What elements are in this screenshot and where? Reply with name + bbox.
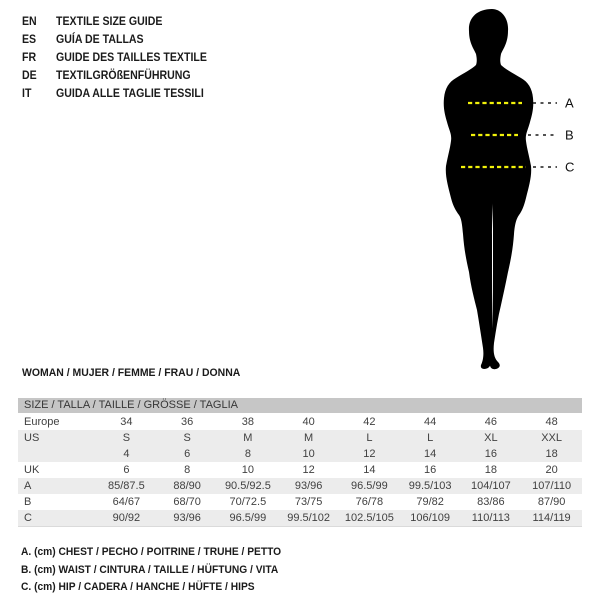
size-value: 76/78	[355, 496, 384, 508]
size-value: 14	[424, 448, 437, 460]
lang-label: GUIDA ALLE TAGLIE TESSILI	[56, 88, 204, 100]
size-value: S	[122, 432, 131, 444]
size-value: 38	[241, 416, 254, 428]
size-value: XXL	[541, 432, 563, 444]
size-value: 36	[181, 416, 194, 428]
size-value: XL	[484, 432, 498, 444]
size-value: 90.5/92.5	[224, 480, 271, 492]
size-value: 6	[123, 464, 130, 476]
row-label: C	[24, 512, 32, 524]
size-value: 10	[302, 448, 315, 460]
size-value: 42	[363, 416, 376, 428]
table-row-c	[18, 510, 582, 526]
table-row-uk	[18, 462, 582, 478]
lang-code: ES	[22, 34, 37, 46]
size-value: 96.5/99	[351, 480, 388, 492]
size-value: 48	[545, 416, 558, 428]
size-value: 85/87.5	[108, 480, 145, 492]
legend-line-waist: B. (cm) WAIST / CINTURA / TAILLE / HÜFTUNG / VITA	[21, 563, 279, 576]
size-value: 34	[120, 416, 133, 428]
size-value: 46	[484, 416, 497, 428]
lang-code: EN	[22, 16, 37, 28]
table-row-b	[18, 494, 582, 510]
legend-line-hip: C. (cm) HIP / CADERA / HANCHE / HÜFTE / HIPS	[21, 581, 255, 593]
size-value: 8	[244, 448, 251, 460]
size-value: 99.5/103	[408, 480, 452, 492]
size-value: M	[304, 432, 314, 444]
row-label	[18, 446, 96, 462]
woman-silhouette	[444, 9, 534, 369]
measurement-legend	[21, 544, 281, 597]
size-value: 10	[241, 464, 254, 476]
size-value: 68/70	[173, 496, 201, 508]
lang-label: GUÍA DE TALLAS	[56, 34, 144, 46]
size-value: 18	[484, 464, 497, 476]
size-value: 16	[484, 448, 497, 460]
size-value: 20	[545, 464, 558, 476]
row-label: A	[24, 480, 32, 492]
size-value: 12	[302, 464, 315, 476]
measurement-label-b: B	[565, 127, 574, 143]
size-value: L	[427, 432, 434, 444]
size-value: 83/86	[477, 496, 505, 508]
size-value: 6	[184, 448, 191, 460]
size-value: 4	[123, 448, 130, 460]
size-table	[18, 398, 582, 527]
size-table-header: SIZE / TALLA / TAILLE / GRÖSSE / TAGLIA	[18, 398, 582, 413]
measurement-label-c: C	[565, 159, 575, 175]
size-value: 12	[363, 448, 376, 460]
size-value: 44	[424, 416, 437, 428]
size-value: 104/107	[470, 480, 511, 492]
size-value: 40	[302, 416, 315, 428]
lang-code: FR	[22, 52, 37, 64]
size-value: 14	[363, 464, 376, 476]
lang-code: IT	[22, 88, 32, 100]
lang-code: DE	[22, 70, 37, 82]
size-value: 110/113	[471, 512, 510, 524]
size-value: 99.5/102	[287, 512, 331, 524]
size-value: 79/82	[416, 496, 444, 508]
measurement-label-a: A	[565, 95, 574, 111]
size-value: 106/109	[410, 512, 450, 524]
table-row-us-numeric	[18, 446, 582, 462]
size-value: 114/119	[532, 512, 571, 524]
lang-label: TEXTILGRÖßENFÜHRUNG	[56, 70, 191, 82]
size-value: 8	[184, 464, 191, 476]
table-row-europe	[18, 414, 582, 430]
size-value: M	[243, 432, 253, 444]
legend-line-chest: A. (cm) CHEST / PECHO / POITRINE / TRUHE / PETTO	[21, 546, 282, 558]
row-label: UK	[24, 464, 40, 476]
size-value: 18	[545, 448, 558, 460]
size-value: 93/96	[294, 480, 323, 492]
size-value: 107/110	[532, 480, 572, 492]
size-value: 16	[424, 464, 437, 476]
size-value: 73/75	[294, 496, 323, 508]
table-row-us	[18, 430, 582, 446]
lang-label: TEXTILE SIZE GUIDE	[56, 16, 163, 28]
size-value: 102.5/105	[344, 512, 394, 524]
row-label: B	[24, 496, 32, 508]
size-value: L	[366, 432, 373, 444]
size-value: 88/90	[173, 480, 201, 492]
section-title: WOMAN / MUJER / FEMME / FRAU / DONNA	[22, 367, 241, 379]
size-value: 70/72.5	[229, 496, 267, 508]
size-value: 96.5/99	[229, 512, 267, 524]
size-value: 93/96	[173, 512, 201, 524]
size-value: 64/67	[112, 496, 141, 508]
lang-label: GUIDE DES TAILLES TEXTILE	[56, 52, 207, 64]
size-value: 87/90	[537, 496, 566, 508]
row-label: Europe	[24, 416, 60, 428]
size-value: 90/92	[112, 512, 141, 524]
table-row-a	[18, 478, 582, 494]
size-table-rows	[18, 414, 582, 526]
row-label: US	[24, 432, 40, 444]
size-value: S	[183, 432, 191, 444]
